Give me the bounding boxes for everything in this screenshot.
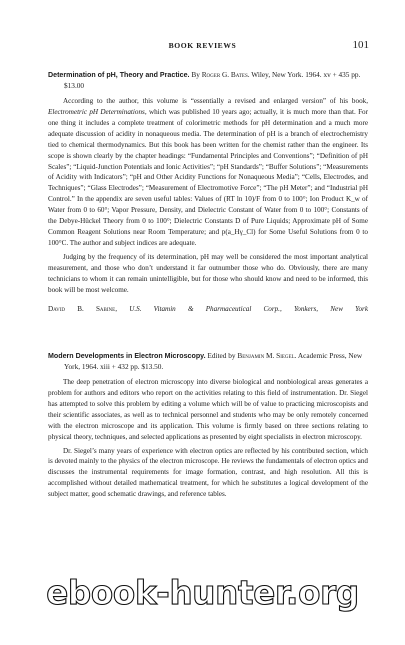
paragraph-text: The deep penetration of electron microscopy into diverse biological and nonbiological areas generates a problem for authors and editors who report on the activities relating to this field of instrumentation. Dr. Siegel has attempted to solve this problem by editing a volume which will be of value to practicing microscopists and their scientific associates, as well as to technical personnel and students who may be only remotely concerned with the electron microscope and its application. This volume is firmly based on three sections relating to physical theory, techniques, and selected applications as presented by eight specialists in electron microscopy.: [48, 377, 368, 441]
paragraph-italic-text: Electrometric pH Determinations,: [48, 107, 147, 116]
paragraph-text: Dr. Siegel’s many years of experience with electron optics are reflected by his contributed section, which is devoted mainly to the physics of the electron microscope. He reviews the fundamentals of electron optics and discusses the instrumental requirements for image formation, contrast, and high resolution. All this is accomplished without detailed mathematical treatment, for which he substitutes a logical development of the subject matter, good schematic drawings, and reference tables.: [48, 446, 368, 499]
review-electron-microscopy: [48, 351, 368, 500]
paragraph-text: According to the author, this volume is “essentially a revised and enlarged version” of his book,: [63, 96, 368, 105]
section-title: BOOK REVIEWS: [168, 41, 237, 50]
page-number: 101: [352, 39, 369, 51]
book-editor: Benjamin M. Siegel.: [237, 351, 297, 360]
review-ph-determination: [48, 70, 368, 315]
book-title: Determination of pH, Theory and Practice.: [48, 71, 190, 79]
book-author: Roger G. Bates.: [201, 70, 250, 79]
by-label: By: [191, 70, 200, 79]
reviewer-affiliation: U.S. Vitamin & Pharmaceutical Corp., Yonkers, New York: [129, 304, 368, 313]
review-heading: [48, 70, 368, 92]
publisher-info: Wiley, New York. 1964. xv + 435 pp. $13.00: [64, 70, 361, 90]
book-title: Modern Developments in Electron Microscopy.: [48, 352, 206, 360]
running-head: [0, 41, 405, 53]
reviewer-name: David B. Sabine,: [48, 304, 117, 313]
review-paragraph: [48, 96, 368, 249]
review-paragraph: [48, 446, 368, 501]
paragraph-text: Judging by the frequency of its determination, pH may well be considered the most important analytical measurement, and those who don’t understand it far outnumber those who do. Obviously, there are many technicians to whom it can remain unintelligible, but for those who should know and need to be informed, this book will be most welcome.: [48, 253, 368, 295]
edited-by-label: Edited by: [207, 351, 236, 360]
watermark: ebook-hunter.org: [46, 574, 359, 612]
review-paragraph: [48, 377, 368, 443]
review-heading: [48, 351, 368, 373]
reviewer-signature: [48, 304, 368, 315]
review-paragraph: [48, 252, 368, 296]
paragraph-text-continued: which was published 10 years ago; actually, it is much more than that. For one thing it includes a complete treatment of colorimetric methods for pH determination and a much more adequate discussion of acidity in nonaqueous media. The determination of pH is a branch of electrochemistry tied to chemical thermodynamics. But this book has been written for the chemist rather than the engineer. Its scope is shown clearly by the chapter headings: “Fundamental Principles and Conventions”; “Definition of pH Scales”; “Liquid-Junction Potentials and Ionic Activities”; “pH Standards”; “Buffer Solutions”; “Measurements of Acidity with Indicators”; “pH and Other Acidity Functions for Nonaqueous Media”; “Cells, Electrodes, and Techniques”; “Glass Electrodes”; “Measurement of Electromotive Force”; “The pH Meter”; and “Industrial pH Control.” In the appendix are seven useful tables: Values of (RT ln 10)/F from 0 to 100°; Ion Product K_w of Water from 0 to 60°; Vapor Pressure, Density, and Dielectric Constant of Water from 0 to 100°; Constants of the Debye-Hückel Theory from 0 to 100°; Dielectric Constants D of Pure Liquids; Approximate pH of Some Common Reagent Solutions near Room Temperature; and p(a_Hγ_Cl) for Some Useful Solutions from 0 to 100°C. The author and subject indices are adequate.: [48, 107, 368, 248]
publisher-info: Academic Press, New York, 1964. xiii + 432 pp. $13.50.: [64, 351, 363, 371]
